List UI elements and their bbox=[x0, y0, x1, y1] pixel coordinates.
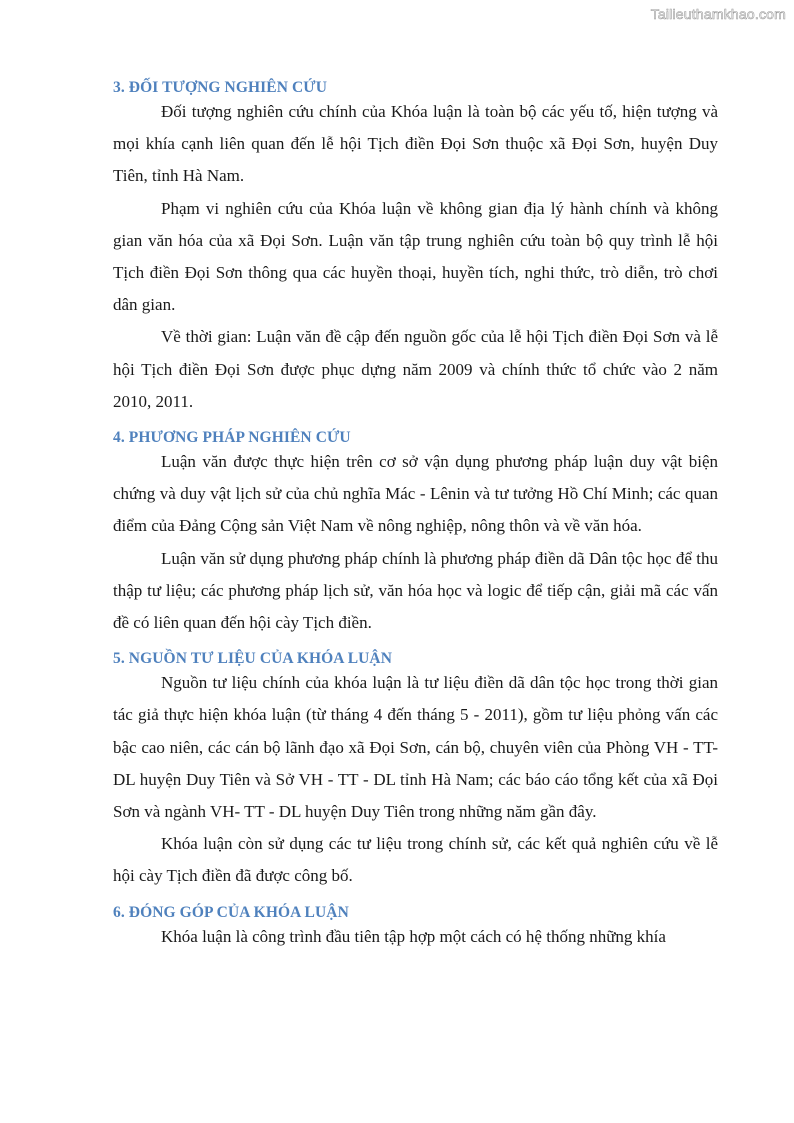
paragraph: Đối tượng nghiên cứu chính của Khóa luận là toàn bộ các yếu tố, hiện tượng và mọi khía cạnh liên quan đến lễ hội Tịch điền Đọi Sơn thuộc xã Đọi Sơn, huyện Duy Tiên, tỉnh Hà Nam. bbox=[113, 102, 718, 186]
paragraph: Khóa luận còn sử dụng các tư liệu trong chính sử, các kết quả nghiên cứu về lễ hội cày Tịch điền đã được công bố. bbox=[113, 834, 718, 886]
section-contributions bbox=[113, 901, 718, 953]
section-heading: 5. NGUỒN TƯ LIỆU CỦA KHÓA LUẬN bbox=[113, 650, 393, 668]
paragraph: Luận văn được thực hiện trên cơ sở vận dụng phương pháp luận duy vật biện chứng và duy vật lịch sử của chủ nghĩa Mác - Lênin và tư tưởng Hồ Chí Minh; các quan điểm của Đảng Cộng sản Việt Nam về nông nghiệp, nông thôn và về văn hóa. bbox=[113, 452, 718, 536]
paragraph: Nguồn tư liệu chính của khóa luận là tư liệu điền dã dân tộc học trong thời gian tác giả thực hiện khóa luận (từ tháng 4 đến tháng 5 - 2011), gồm tư liệu phỏng vấn các bậc cao niên, các cán bộ lãnh đạo xã Đọi Sơn, cán bộ, chuyên viên của Phòng VH - TT- DL huyện Duy Tiên và Sở VH - TT - DL tỉnh Hà Nam; các báo cáo tổng kết của xã Đọi Sơn và ngành VH- TT - DL huyện Duy Tiên trong những năm gần đây. bbox=[113, 673, 718, 822]
section-heading: 4. PHƯƠNG PHÁP NGHIÊN CỨU bbox=[113, 429, 351, 447]
watermark-text: Tailieuthamkhao.com bbox=[650, 6, 786, 22]
paragraph: Khóa luận là công trình đầu tiên tập hợp một cách có hệ thống những khía bbox=[161, 926, 666, 946]
section-research-method bbox=[113, 426, 718, 639]
paragraph: Phạm vi nghiên cứu của Khóa luận về không gian địa lý hành chính và không gian văn hóa của xã Đọi Sơn. Luận văn tập trung nghiên cứu toàn bộ quy trình lễ hội Tịch điền Đọi Sơn thông qua các huyền thoại, huyền tích, nghi thức, trò diễn, trò chơi dân gian. bbox=[113, 198, 718, 315]
section-research-object bbox=[113, 76, 718, 418]
section-heading: 6. ĐÓNG GÓP CỦA KHÓA LUẬN bbox=[113, 903, 349, 921]
document-page bbox=[113, 76, 718, 953]
section-heading: 3. ĐỐI TƯỢNG NGHIÊN CỨU bbox=[113, 79, 328, 96]
paragraph: Luận văn sử dụng phương pháp chính là phương pháp điền dã Dân tộc học để thu thập tư liệu; các phương pháp lịch sử, văn hóa học và logic để tiếp cận, giải mã các vấn đề có liên quan đến hội cày Tịch điền. bbox=[113, 548, 718, 633]
paragraph: Về thời gian: Luận văn đề cập đến nguồn gốc của lễ hội Tịch điền Đọi Sơn và lễ hội Tịch điền Đọi Sơn được phục dựng năm 2009 và chính thức tổ chức vào 2 năm 2010, 2011. bbox=[113, 327, 718, 411]
section-sources bbox=[113, 647, 718, 892]
